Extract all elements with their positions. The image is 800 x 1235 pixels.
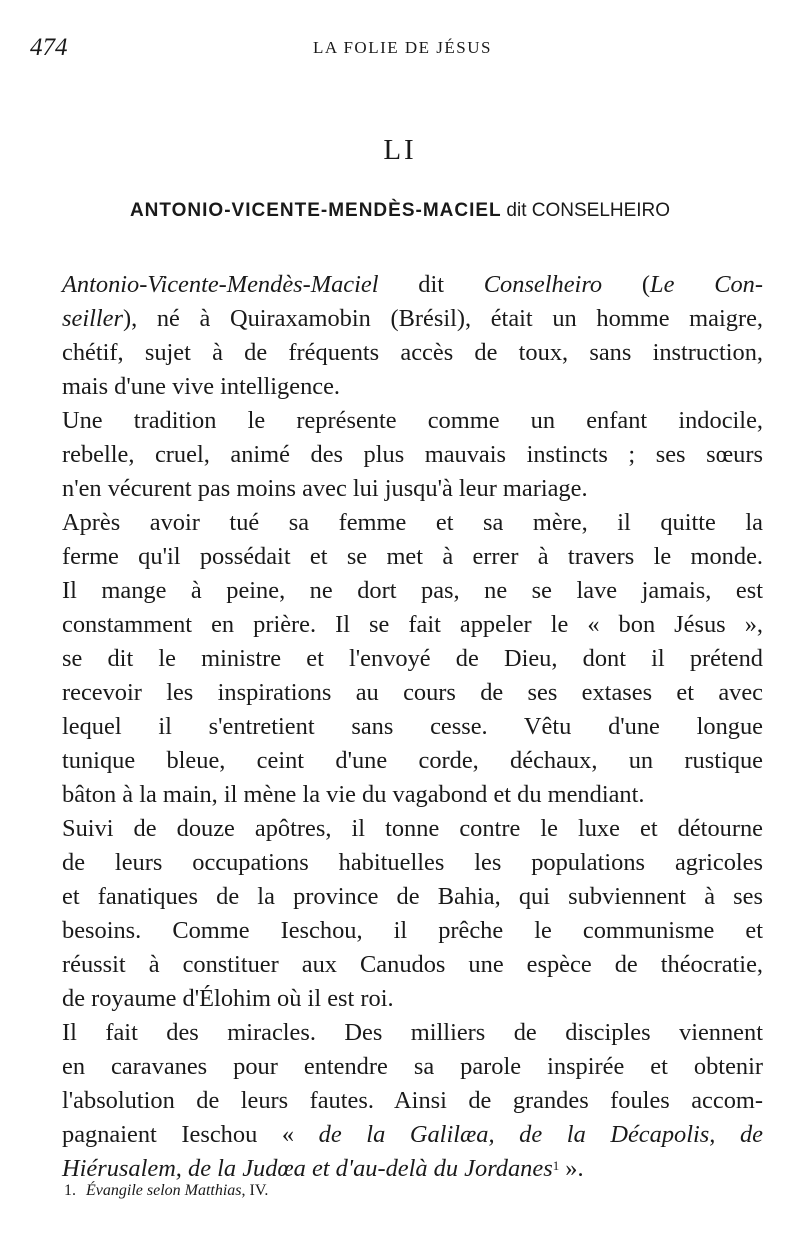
text-line: [36, 914, 763, 948]
text-segment: et fanatiques de la province de Bahia, qui subviennent à ses: [62, 883, 763, 910]
text-segment: mais d'une vive intelligence.: [62, 373, 341, 400]
italic-text: Hiérusalem, de la Judœa et d'au-delà du Jordanes: [62, 1155, 553, 1182]
text-line: [36, 948, 763, 982]
text-line: [36, 1118, 763, 1152]
footnote-ref-mark: 1: [552, 1158, 560, 1173]
running-header: [30, 34, 775, 64]
text-line: [36, 1050, 763, 1084]
body-text: [36, 268, 763, 1186]
text-segment: se dit le ministre et l'envoyé de Dieu, dont il prétend: [62, 645, 763, 672]
text-segment: réussit à constituer aux Canudos une espèce de théocratie,: [62, 951, 763, 978]
text-segment: de royaume d'Élohim où il est roi.: [62, 985, 394, 1012]
text-segment: dit: [378, 271, 484, 298]
paragraph: [36, 506, 763, 812]
italic-text: seiller: [62, 305, 123, 332]
text-segment: ».: [559, 1155, 584, 1182]
footnote: [64, 1182, 268, 1200]
text-line: [36, 744, 763, 778]
text-segment: constamment en prière. Il se fait appeler le « bon Jésus »,: [62, 611, 763, 638]
text-line: [36, 472, 763, 506]
text-line: [36, 642, 763, 676]
text-line: [36, 540, 763, 574]
footnote-reference: , IV.: [241, 1182, 269, 1199]
italic-text: Le Con-: [650, 271, 763, 298]
text-line: [36, 506, 763, 540]
italic-text: Antonio-Vicente-Mendès-Maciel: [62, 271, 379, 298]
chapter-title: [0, 200, 800, 222]
paragraph: [36, 812, 763, 1016]
text-line: [36, 438, 763, 472]
chapter-title-name: ANTONIO-VICENTE-MENDÈS-MACIEL: [129, 200, 502, 221]
text-segment: chétif, sujet à de fréquents accès de toux, sans instruction,: [62, 339, 763, 366]
text-segment: en caravanes pour entendre sa parole inspirée et obtenir: [62, 1053, 763, 1080]
chapter-title-rest: dit CONSELHEIRO: [506, 200, 671, 221]
text-segment: ferme qu'il possédait et se met à errer à travers le monde.: [62, 543, 763, 570]
text-segment: l'absolution de leurs fautes. Ainsi de grandes foules accom-: [62, 1087, 763, 1114]
text-line: [36, 302, 763, 336]
text-segment: (: [602, 271, 651, 298]
text-segment: tunique bleue, ceint d'une corde, déchaux, un rustique: [62, 747, 763, 774]
chapter-number: LI: [383, 134, 417, 166]
text-line: [36, 268, 763, 302]
text-line: [36, 608, 763, 642]
text-line: [36, 404, 763, 438]
text-line: [36, 880, 763, 914]
footnote-title: Évangile selon Matthias: [86, 1182, 242, 1199]
text-segment: ), né à Quiraxamobin (Brésil), était un homme maigre,: [122, 305, 763, 332]
text-segment: Il fait des miracles. Des milliers de disciples viennent: [62, 1019, 763, 1046]
text-segment: Suivi de douze apôtres, il tonne contre le luxe et détourne: [62, 815, 763, 842]
text-line: [36, 336, 763, 370]
text-segment: de leurs occupations habituelles les populations agricoles: [62, 849, 763, 876]
text-segment: Il mange à peine, ne dort pas, ne se lave jamais, est: [62, 577, 763, 604]
text-line: [36, 846, 763, 880]
text-line: [36, 778, 763, 812]
text-line: [36, 1016, 763, 1050]
text-segment: rebelle, cruel, animé des plus mauvais instincts ; ses sœurs: [62, 441, 763, 468]
italic-text: Conselheiro: [483, 271, 603, 298]
text-segment: lequel il s'entretient sans cesse. Vêtu d'une longue: [62, 713, 763, 740]
text-line: [36, 982, 763, 1016]
italic-text: de la Galilæa, de la Décapolis, de: [318, 1121, 763, 1148]
text-segment: bâton à la main, il mène la vie du vagabond et du mendiant.: [62, 781, 645, 808]
text-segment: n'en vécurent pas moins avec lui jusqu'à leur mariage.: [62, 475, 588, 502]
text-line: [36, 1152, 763, 1186]
text-line: [36, 812, 763, 846]
paragraph: [36, 268, 763, 404]
text-segment: pagnaient Ieschou «: [62, 1121, 319, 1148]
text-segment: besoins. Comme Ieschou, il prêche le communisme et: [62, 917, 763, 944]
text-segment: Une tradition le représente comme un enfant indocile,: [62, 407, 763, 434]
text-segment: recevoir les inspirations au cours de ses extases et avec: [62, 679, 763, 706]
paragraph: [36, 1016, 763, 1186]
text-line: [36, 676, 763, 710]
footnote-marker: 1.: [64, 1182, 76, 1199]
paragraph: [36, 404, 763, 506]
text-segment: Après avoir tué sa femme et sa mère, il quitte la: [62, 509, 763, 536]
text-line: [36, 710, 763, 744]
page-number: 474: [30, 34, 68, 61]
text-line: [36, 1084, 763, 1118]
text-line: [36, 370, 763, 404]
text-line: [36, 574, 763, 608]
running-title: LA FOLIE DE JÉSUS: [313, 38, 492, 57]
